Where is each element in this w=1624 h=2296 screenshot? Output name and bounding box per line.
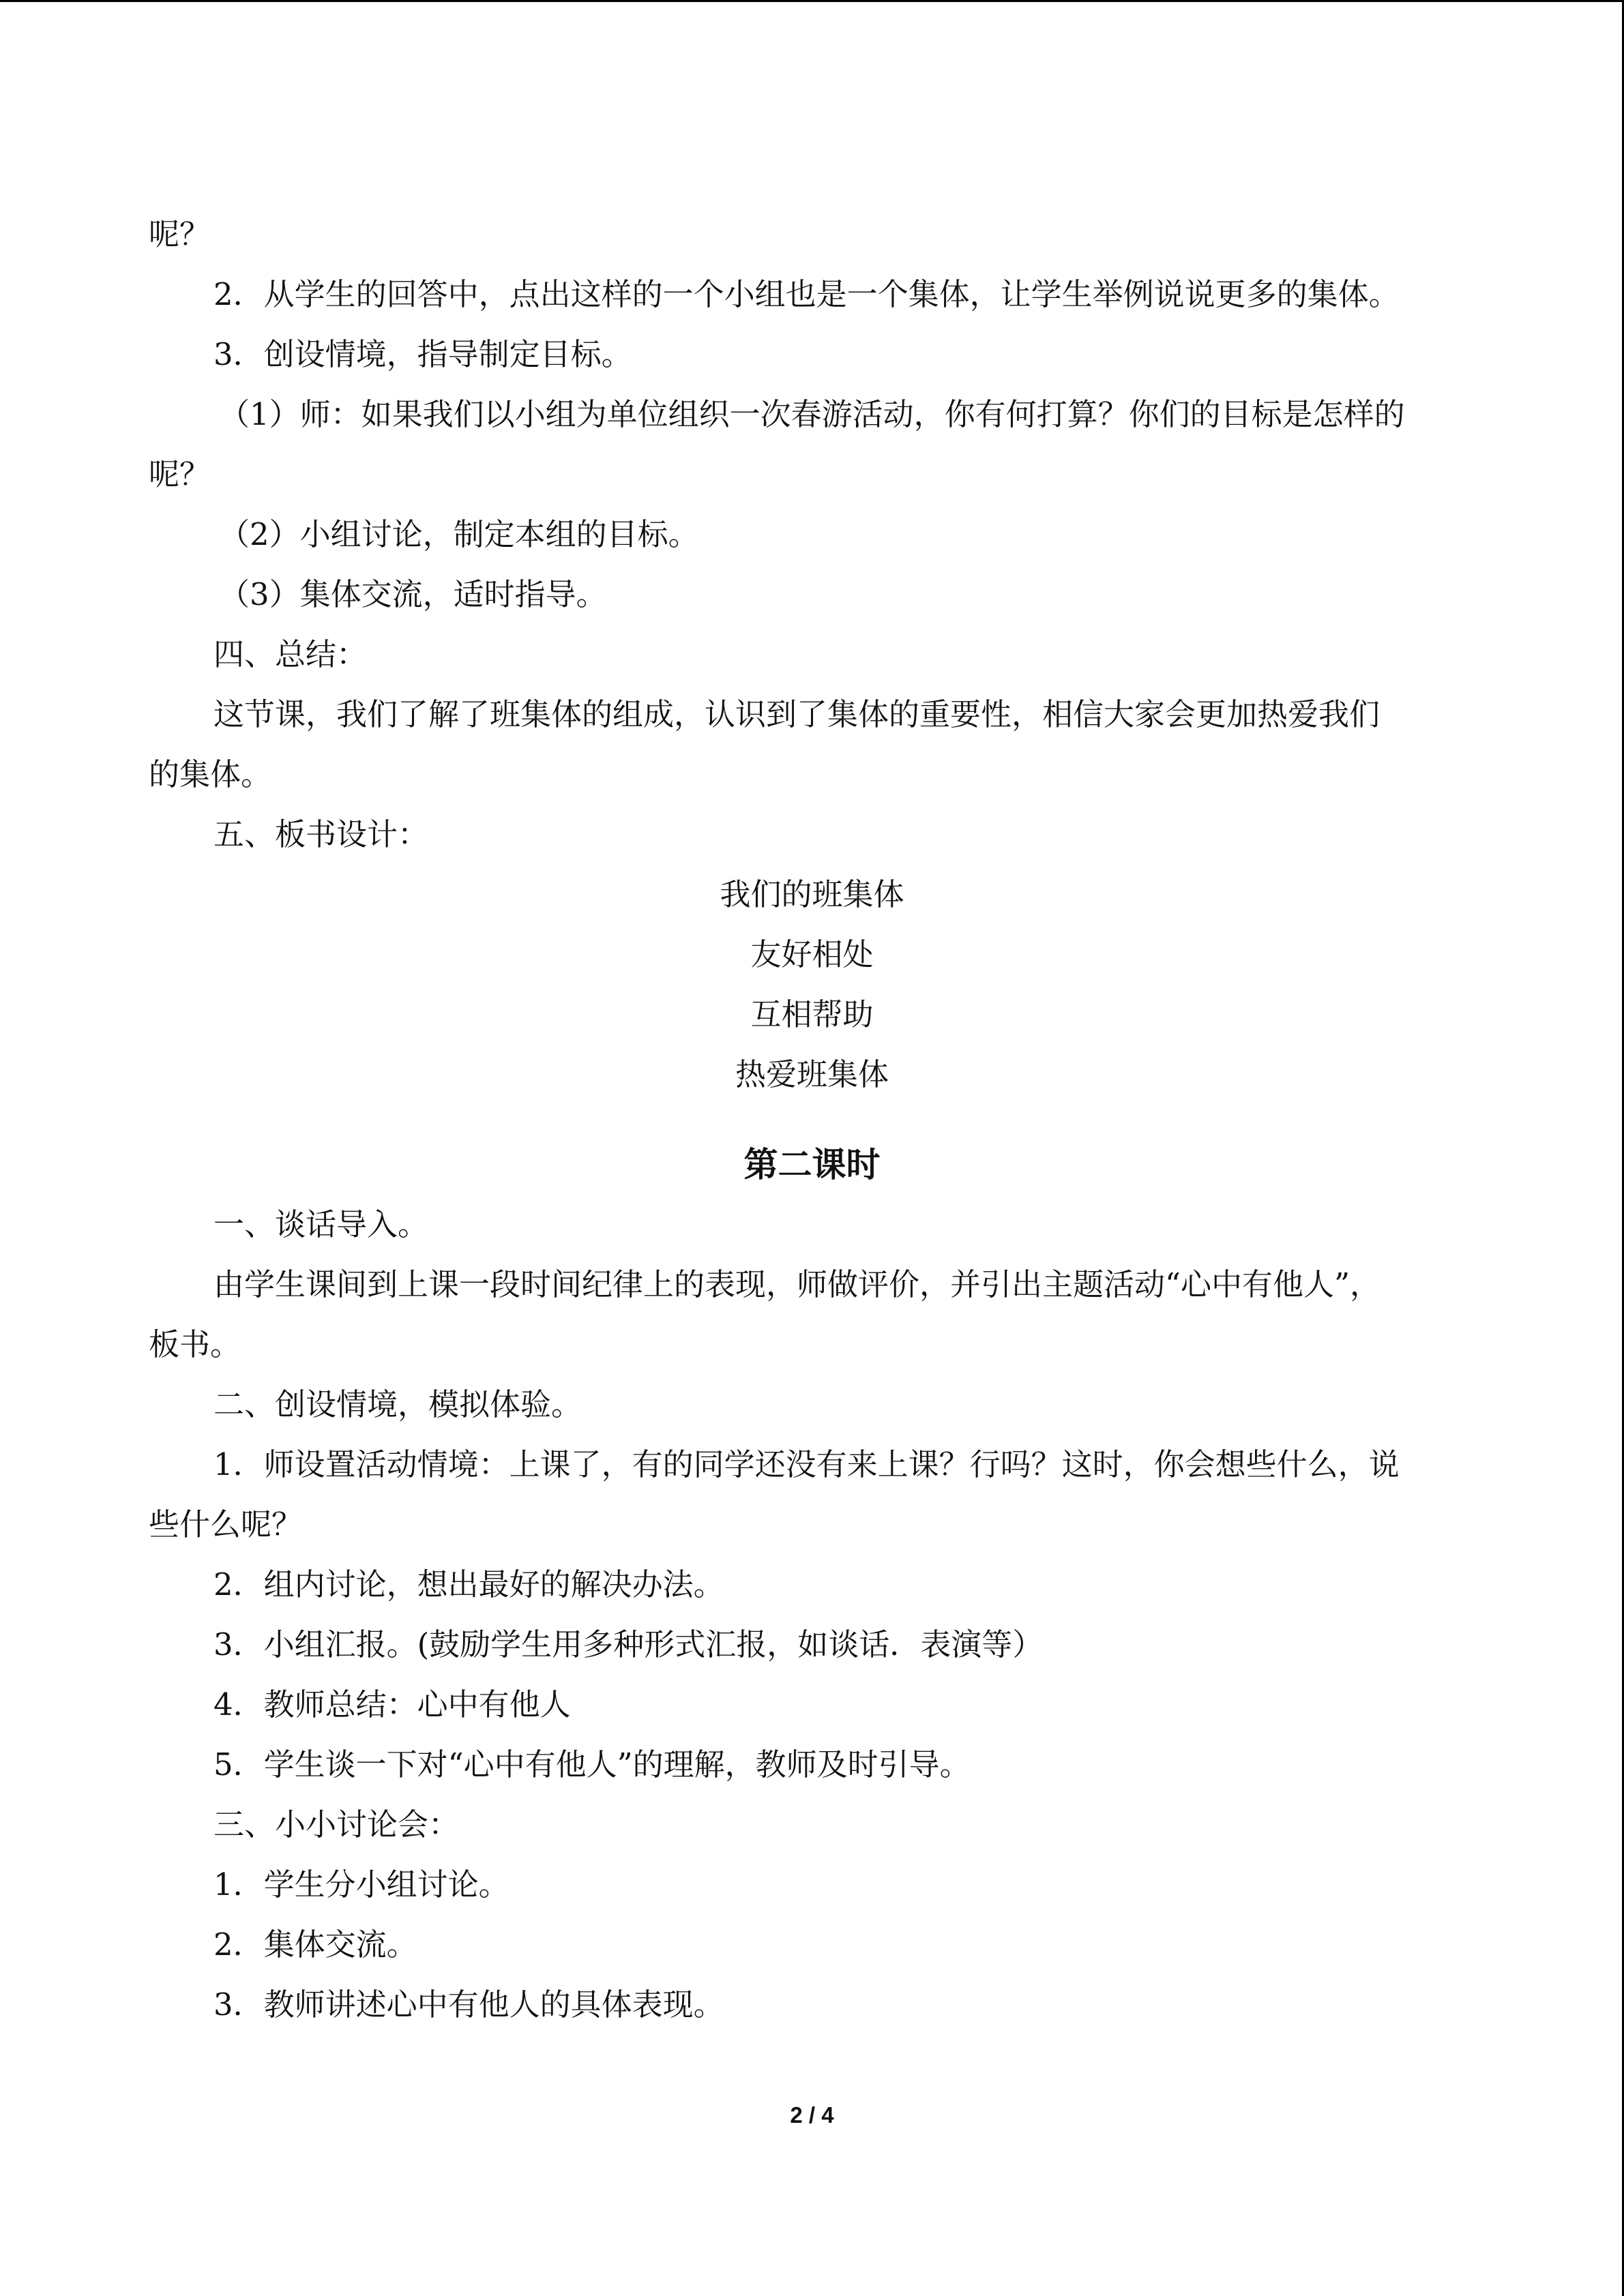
paragraph-line: （3）集体交流，适时指导。 bbox=[219, 576, 607, 612]
board-design-line: 我们的班集体 bbox=[720, 876, 904, 912]
paragraph-line: 2．从学生的回答中，点出这样的一个小组也是一个集体，让学生举例说说更多的集体。 bbox=[213, 276, 1400, 312]
paragraph-line: 2．集体交流。 bbox=[213, 1926, 417, 1963]
paragraph-line: 四、总结： bbox=[213, 636, 368, 672]
paragraph-line: 2．组内讨论，想出最好的解决办法。 bbox=[213, 1566, 724, 1602]
board-design-line: 热爱班集体 bbox=[735, 1056, 889, 1092]
paragraph-line: 4．教师总结：心中有他人 bbox=[213, 1686, 571, 1723]
paragraph-line: 由学生课间到上课一段时间纪律上的表现，师做评价，并引出主题活动“心中有他人”， bbox=[213, 1266, 1381, 1302]
paragraph-line: 呢？ bbox=[149, 456, 211, 492]
page-top-border bbox=[0, 0, 1624, 2]
paragraph-line: 这节课，我们了解了班集体的组成，认识到了集体的重要性，相信大家会更加热爱我们 bbox=[213, 696, 1381, 732]
paragraph-line: 二、创设情境，模拟体验。 bbox=[213, 1386, 582, 1422]
section-heading: 第二课时 bbox=[743, 1145, 881, 1184]
paragraph-line: 3．教师讲述心中有他人的具体表现。 bbox=[213, 1986, 724, 2023]
lesson-two-section bbox=[149, 1195, 1475, 2035]
document-body bbox=[149, 205, 1475, 2035]
paragraph-line: 呢？ bbox=[149, 216, 211, 252]
paragraph-line: 五、板书设计： bbox=[213, 816, 429, 852]
paragraph-line: 一、谈话导入。 bbox=[213, 1206, 429, 1242]
board-design-line: 互相帮助 bbox=[750, 996, 874, 1032]
paragraph-line: 5．学生谈一下对“心中有他人”的理解，教师及时引导。 bbox=[213, 1746, 971, 1783]
paragraph-line: （2）小组讨论，制定本组的目标。 bbox=[219, 516, 699, 552]
paragraph-line: 3．小组汇报。(鼓励学生用多种形式汇报，如谈话．表演等） bbox=[213, 1626, 1044, 1663]
page-number: 2 / 4 bbox=[790, 2102, 834, 2128]
paragraph-line: 的集体。 bbox=[149, 756, 272, 792]
board-design-line: 友好相处 bbox=[750, 936, 874, 972]
paragraph-line: 1．师设置活动情境：上课了，有的同学还没有来上课？行吗？这时，你会想些什么，说 bbox=[213, 1446, 1400, 1482]
paragraph-line: 三、小小讨论会： bbox=[213, 1806, 460, 1843]
paragraph-line: 3．创设情境，指导制定目标。 bbox=[213, 336, 632, 372]
lesson-one-section bbox=[149, 205, 1475, 1105]
paragraph-line: （1）师：如果我们以小组为单位组织一次春游活动，你有何打算？你们的目标是怎样的 bbox=[219, 396, 1405, 432]
paragraph-line: 板书。 bbox=[149, 1326, 241, 1362]
paragraph-line: 1．学生分小组讨论。 bbox=[213, 1866, 510, 1903]
paragraph-line: 些什么呢？ bbox=[149, 1506, 303, 1542]
